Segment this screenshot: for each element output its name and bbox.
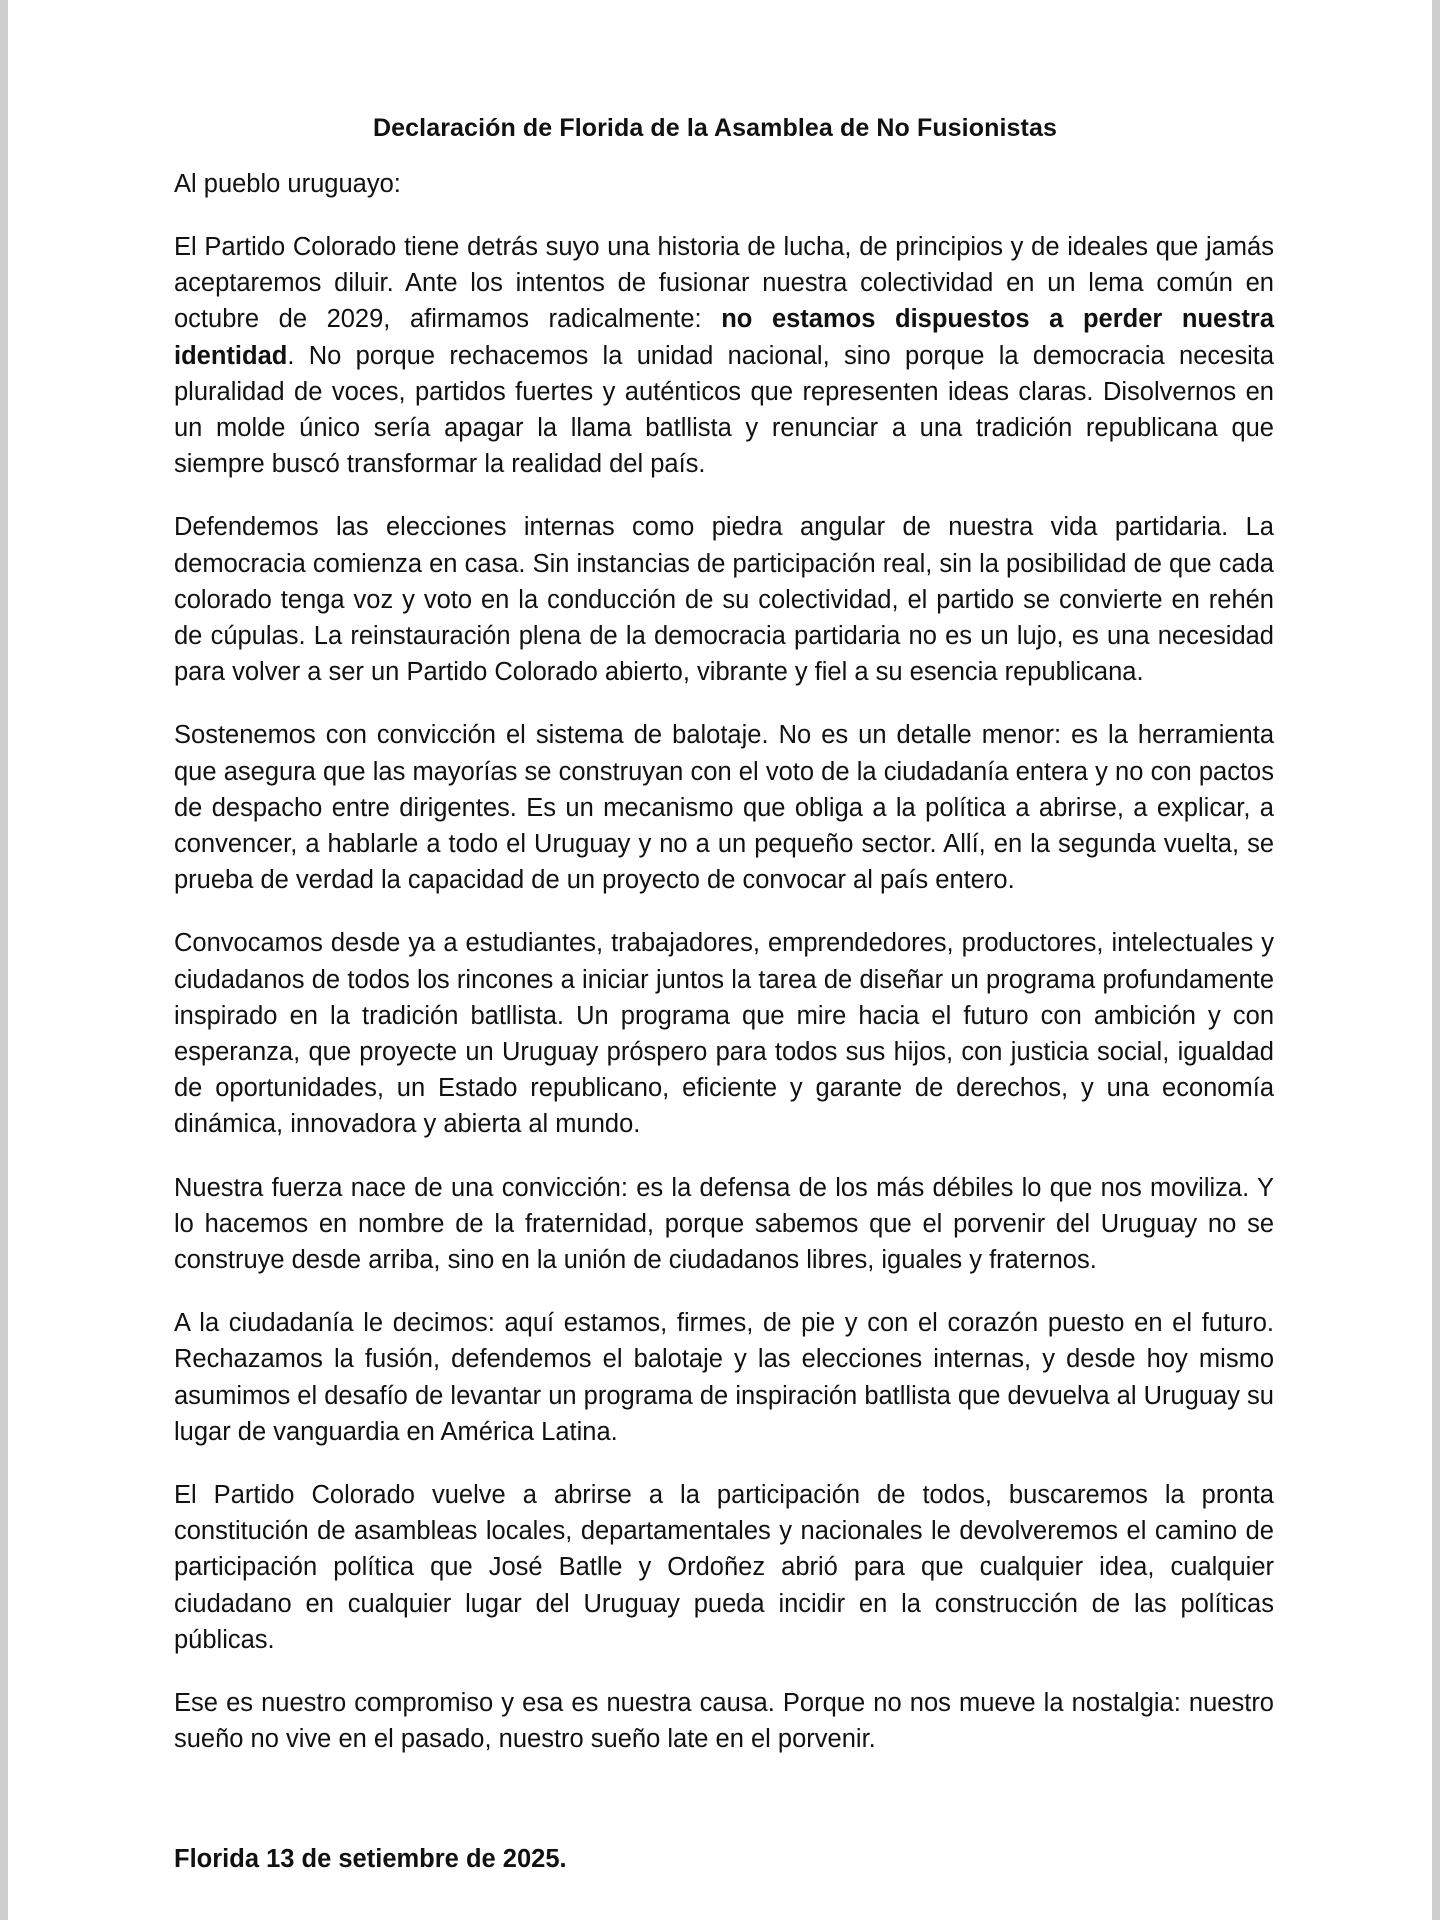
page-title: Declaración de Florida de la Asamblea de No Fusionistas (373, 114, 1057, 142)
paragraph-participacion (174, 1477, 1274, 1658)
paragraph-text: El Partido Colorado tiene detrás suyo una historia de lucha, de principios y de ideales que jamás aceptaremos diluir. Ante los intentos de fusionar nuestra colectividad en un lema común en octubre de 2029, afirmamos radicalmente: (174, 232, 1274, 334)
paragraph-ciudadania (174, 1305, 1274, 1450)
paragraph-text: Convocamos desde ya a estudiantes, trabajadores, emprendedores, productores, intelectuales y ciudadanos de todos los rincones a iniciar juntos la tarea de diseñar un programa profundamente inspirado en la tradición batllista. Un programa que mire hacia el futuro con ambición y con esperanza, que proyecte un Uruguay próspero para todos sus hijos, con justicia social, igualdad de oportunidades, un Estado republicano, eficiente y garante de derechos, y una economía dinámica, innovadora y abierta al mundo. (174, 929, 1274, 1139)
paragraph-fraternidad (174, 1170, 1274, 1279)
paragraph-text: Defendemos las elecciones internas como piedra angular de nuestra vida partidaria. La democracia comienza en casa. Sin instancias de participación real, sin la posibilidad de que cada colorado tenga voz y voto en la conducción de su colectividad, el partido se convierte en rehén de cúpulas. La reinstauración plena de la democracia partidaria no es un lujo, es una necesidad para volver a ser un Partido Colorado abierto, vibrante y fiel a su esencia republicana. (174, 513, 1274, 687)
paragraph-text: A la ciudadanía le decimos: aquí estamos, firmes, de pie y con el corazón puesto en el futuro. Rechazamos la fusión, defendemos el balotaje y las elecciones internas, y desde hoy mismo asumimos el desafío de levantar un programa de inspiración batllista que devuelva al Uruguay su lugar de vanguardia en América Latina. (174, 1309, 1274, 1446)
paragraph-text: El Partido Colorado vuelve a abrirse a la participación de todos, buscaremos la pronta constitución de asambleas locales, departamentales y nacionales le devolveremos el camino de participación política que José Batlle y Ordoñez abrió para que cualquier idea, cualquier ciudadano en cualquier lugar del Uruguay pueda incidir en la construcción de las políticas públicas. (174, 1481, 1274, 1654)
signoff-date: Florida 13 de setiembre de 2025. (174, 1845, 567, 1874)
paragraph-text: Sostenemos con convicción el sistema de balotaje. No es un detalle menor: es la herramienta que asegura que las mayorías se construyan con el voto de la ciudadanía entera y no con pactos de despacho entre dirigentes. Es un mecanismo que obliga a la política a abrirse, a explicar, a convencer, a hablarle a todo el Uruguay y no a un pequeño sector. Allí, en la segunda vuelta, se prueba de verdad la capacidad de un proyecto de convocar al país entero. (174, 721, 1274, 895)
paragraph-convocatoria (174, 925, 1274, 1142)
paragraph-elecciones-internas (174, 509, 1274, 690)
emphasis-text: no estamos dispuestos a perder nuestra identidad (174, 305, 1274, 370)
document-sheet (8, 0, 1432, 1878)
document-body (174, 229, 1274, 1758)
paragraph-balotaje (174, 717, 1274, 898)
paragraph-text: Nuestra fuerza nace de una convicción: es la defensa de los más débiles lo que nos moviliza. Y lo hacemos en nombre de la fraternidad, porque sabemos que el porvenir del Uruguay no se construye desde arriba, sino en la unión de ciudadanos libres, iguales y fraternos. (174, 1173, 1274, 1275)
paragraph-compromiso (174, 1685, 1274, 1757)
paragraph-text: . No porque rechacemos la unidad nacional, sino porque la democracia necesita pluralidad de voces, partidos fuertes y auténticos que representen ideas claras. Disolvernos en un molde único sería apagar la llama batllista y renunciar a una tradición republicana que siempre buscó transformar la realidad del país. (174, 341, 1274, 479)
paragraph-identidad (174, 229, 1274, 482)
salutation-line: Al pueblo uruguayo: (174, 169, 401, 198)
paragraph-text: Ese es nuestro compromiso y esa es nuestra causa. Porque no nos mueve la nostalgia: nuestro sueño no vive en el pasado, nuestro sueño late en el porvenir. (174, 1689, 1274, 1754)
